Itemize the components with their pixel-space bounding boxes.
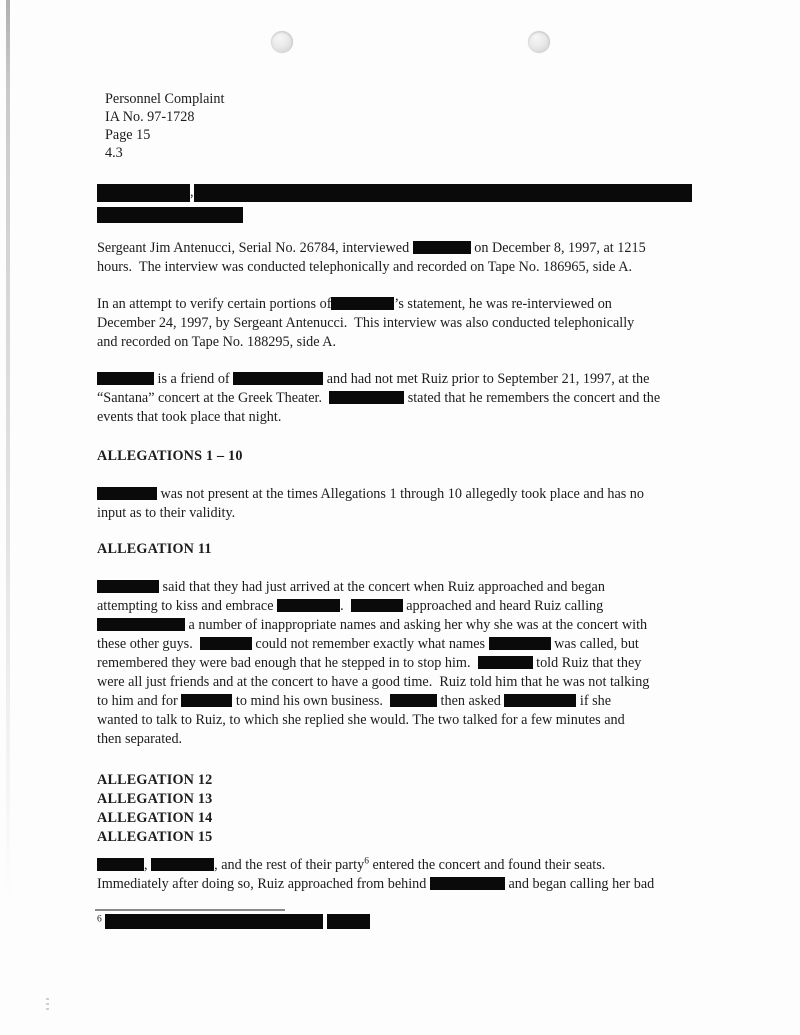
redaction-bar [430,877,505,890]
text-run: could not remember exactly what names [251,636,489,652]
text-run: said that they had just arrived at the concert when Ruiz approached and began [159,579,605,595]
redaction-bar [194,184,692,202]
paragraph-reinterview [97,295,737,352]
heading-line [97,790,737,809]
heading-line [97,809,737,828]
redaction-bar [489,637,551,650]
paragraph-line [97,673,737,692]
text-run: and began calling her bad [504,876,655,892]
text-run: , [144,857,152,873]
heading-line [97,771,737,790]
footnote [97,914,737,933]
header-title: Personnel Complaint [105,91,225,107]
text-run: , [190,184,194,200]
paragraph-line [97,730,737,749]
text-run: ALLEGATION 11 [97,541,212,557]
paragraph-interview [97,239,737,277]
redaction-bar [97,207,243,223]
text-run: then asked [436,693,505,709]
scan-edge-artifact [6,0,10,900]
paragraph-line [97,389,737,408]
redaction-bar [200,637,252,650]
smudge-mark [46,998,49,1010]
punch-hole-right [528,31,550,53]
text-run: a number of inappropriate names and asking her why she was at the concert with [185,617,648,633]
redaction-bar [277,599,340,612]
text-run: remembered they were bad enough that he stepped in to stop him. [97,655,478,671]
paragraph-line [97,258,737,277]
text-run: ALLEGATION 15 [97,829,213,845]
text-run: December 24, 1997, by Sergeant Antenucci. This interview was also conducted telephonically [97,315,635,331]
redaction-line [97,181,737,203]
redaction-bar [504,694,576,707]
paragraph-allegation-11 [97,578,737,749]
text-run: on December 8, 1997, at 1215 [470,240,646,256]
redaction-bar [390,694,437,707]
redaction-bar [97,184,190,202]
redaction-bar [151,858,214,871]
redaction-bar [331,297,394,310]
header-page-number: Page 15 [105,127,151,143]
header-case-number: IA No. 97-1728 [105,109,195,125]
text-run: . [340,598,351,614]
paragraph-line [97,239,737,258]
text-run: ALLEGATIONS 1 – 10 [97,448,243,464]
text-run: then separated. [97,731,183,747]
text-run: and recorded on Tape No. 188295, side A. [97,334,337,350]
footnote-marker: 6 [97,914,102,925]
paragraph-not-present [97,485,737,523]
paragraph-line [97,654,737,673]
text-run: ’s statement, he was re-interviewed on [394,296,612,312]
text-run: if she [576,693,612,709]
text-run: these other guys. [97,636,200,652]
redaction-bar [97,580,159,593]
redaction-bar [97,487,157,500]
paragraph-line [97,504,737,523]
text-run: In an attempt to verify certain portions of [97,296,332,312]
paragraph-line [97,616,737,635]
paragraph-line [97,597,737,616]
heading-group-allegations-12-15 [97,771,737,847]
redaction-bar [351,599,403,612]
text-run: events that took place that night. [97,409,282,425]
text-run: was not present at the times Allegations 1 through 10 allegedly took place and has no [157,486,644,502]
redaction-bar [478,656,533,669]
text-run: Immediately after doing so, Ruiz approached from behind [97,876,430,892]
text-run: ALLEGATION 13 [97,791,213,807]
text-run: attempting to kiss and embrace [97,598,278,614]
text-run: , and the rest of their party [214,857,365,873]
paragraph-line [97,875,737,894]
text-run: input as to their validity. [97,505,236,521]
heading-line [97,540,737,559]
paragraph-line [97,856,737,875]
redaction-bar [233,372,323,385]
paragraph-allegations-12-15 [97,856,737,894]
text-run: stated that he remembers the concert and the [404,390,661,406]
text-run: “Santana” concert at the Greek Theater. [97,390,330,406]
heading-allegations-1-10 [97,447,737,466]
paragraph-line [97,635,737,654]
redaction-bar [97,618,185,631]
paragraph-friend [97,370,737,427]
redaction-bar [105,914,323,929]
redaction-bar [97,372,154,385]
heading-allegation-11 [97,540,737,559]
paragraph-line [97,333,737,352]
paragraph-line [97,578,737,597]
text-run: and had not met Ruiz prior to September 21, 1997, at the [323,371,650,387]
paragraph-line [97,485,737,504]
text-run: to mind his own business. [232,693,390,709]
footnote-marker: 6 [364,856,369,867]
paragraph-line [97,370,737,389]
text-run: approached and heard Ruiz calling [402,598,604,614]
paragraph-line [97,692,737,711]
paragraph-line [97,295,737,314]
text-run: entered the concert and found their seats. [368,857,606,873]
footnote-line [97,914,737,933]
text-run: is a friend of [154,371,234,387]
text-run: Sergeant Jim Antenucci, Serial No. 26784, interviewed [97,240,413,256]
text-run: ALLEGATION 14 [97,810,213,826]
redaction-bar [181,694,232,707]
text-run: ALLEGATION 12 [97,772,213,788]
redaction-bar [327,914,370,929]
text-run: were all just friends and at the concert to have a good time. Ruiz told him that he was not talking [97,674,650,690]
text-run: was called, but [550,636,639,652]
redaction-bar [97,858,144,871]
redacted-subject-block [97,181,737,225]
text-run: told Ruiz that they [532,655,642,671]
punch-hole-left [271,31,293,53]
document-header [105,90,224,162]
text-run: hours. The interview was conducted telephonically and recorded on Tape No. 186965, side A. [97,259,633,275]
redaction-bar [413,241,471,254]
footnote-separator [95,909,285,911]
redaction-line [97,203,737,225]
heading-line [97,828,737,847]
header-section-number: 4.3 [105,145,123,161]
paragraph-line [97,408,737,427]
text-run: wanted to talk to Ruiz, to which she replied she would. The two talked for a few minutes and [97,712,625,728]
text-run: to him and for [97,693,182,709]
heading-line [97,447,737,466]
paragraph-line [97,711,737,730]
redaction-bar [329,391,404,404]
paragraph-line [97,314,737,333]
